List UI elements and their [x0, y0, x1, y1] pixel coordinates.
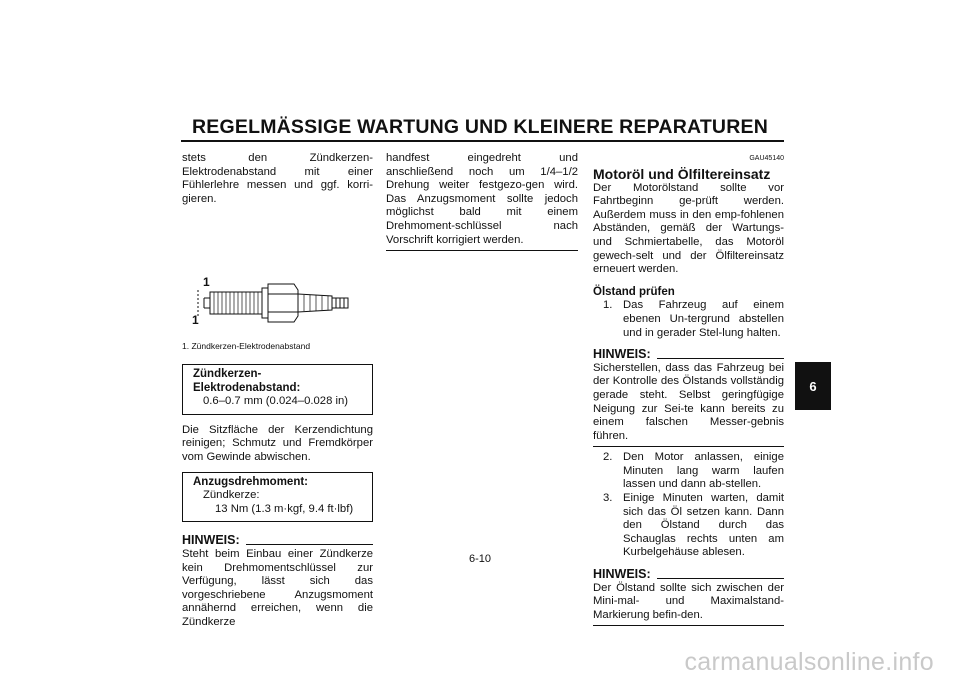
note-end-rule: [386, 250, 578, 251]
torque-spec-title: Anzugsdrehmoment:: [193, 475, 308, 488]
page-title: REGELMÄSSIGE WARTUNG UND KLEINERE REPARATUREN: [192, 116, 768, 138]
note-text-continued: handfest eingedreht und anschließend noch um 1/4–1/2 Drehung weiter festgezo-gen wird. Das Anzugsmoment sollte jedoch möglichst bald mit einem Drehmoment-schlüssel nach Vorschrift korrigiert werden.: [386, 152, 578, 246]
note-end-rule: [593, 446, 784, 447]
gap-spec-value: 0.6–0.7 mm (0.024–0.028 in): [203, 395, 349, 408]
section-heading: Motoröl und Ölfiltereinsatz: [593, 165, 771, 182]
note-heading: [182, 534, 373, 548]
gap-spec-title: Zündkerzen-Elektrodenabstand:: [193, 367, 301, 394]
step-text: Das Fahrzeug auf einem ebenen Un-tergrund abstellen und in gerader Stel-lung halten.: [623, 299, 784, 339]
note-heading-line: [657, 578, 784, 579]
figure-caption: 1. Zündkerzen-Elektrodenabstand: [182, 341, 311, 352]
section-intro: Der Motorölstand sollte vor Fahrtbeginn ge-prüft werden. Außerdem muss in den emp-fohlenen Abständen, gemäß der Wartungs- und Schmiertabelle, das Motoröl gewech-selt und der Ölfiltereinsatz erneuert werden.: [593, 181, 784, 276]
note-heading: [593, 348, 784, 362]
spark-plug-illustration: [182, 250, 373, 364]
note-label: HINWEIS:: [593, 567, 651, 582]
page-number: 6-10: [468, 553, 492, 565]
chapter-tab[interactable]: 6: [795, 362, 831, 410]
list-item: [593, 451, 784, 492]
step-text: Einige Minuten warten, damit sich das Öl setzen kann. Dann den Ölstand durch das Schauglas rechts unten am Kurbelgehäuse ablesen.: [623, 492, 784, 559]
note-text: Der Ölstand sollte sich zwischen der Mini-mal- und Maximalstand-Markierung befin-den.: [593, 581, 784, 621]
step-number: 2.: [603, 451, 613, 464]
spark-plug-figure: [182, 250, 373, 364]
note-heading-line: [246, 544, 373, 545]
section-code: GAU45140: [749, 155, 784, 162]
torque-spec-box: [182, 472, 373, 523]
list-item: [593, 492, 784, 560]
cleaning-text: Die Sitzfläche der Kerzendichtung reinigen; Schmutz und Fremdkörper vom Gewinde abwischen.: [182, 423, 373, 463]
note-label: HINWEIS:: [182, 533, 240, 548]
note-label: HINWEIS:: [593, 347, 651, 362]
figure-label-gap-bottom: 1: [192, 313, 199, 328]
column-middle: [386, 152, 578, 251]
header-rule: [181, 140, 784, 142]
note-heading: [593, 568, 784, 582]
torque-spec-value: 13 Nm (1.3 m·kgf, 9.4 ft·lbf): [215, 502, 354, 515]
note-text: Steht beim Einbau einer Zündkerze kein Drehmomentschlüssel zur Verfügung, lässt sich das vorgeschriebene Anzugsmoment annähernd erreichen, wenn die Zündkerze: [182, 547, 373, 628]
note-end-rule: [593, 625, 784, 626]
step-number: 1.: [603, 299, 613, 312]
gap-spec-box: [182, 364, 373, 415]
list-item: [593, 299, 784, 340]
step-number: 3.: [603, 492, 613, 505]
intro-text: stets den Zündkerzen-Elektrodenabstand mit einer Fühlerlehre messen und ggf. korri-gieren.: [182, 152, 373, 205]
note-heading-line: [657, 358, 784, 359]
figure-label-gap-top: 1: [203, 275, 210, 290]
subsection-heading: Ölstand prüfen: [593, 285, 675, 298]
torque-spec-item: Zündkerze:: [203, 489, 260, 502]
note-text: Sicherstellen, dass das Fahrzeug bei der Kontrolle des Ölstands vollständig gerade steht. Selbst geringfügige Neigung zur Sei-te kann bereits zu einem falschen Messer-gebnis führen.: [593, 361, 784, 442]
watermark: carmanualsonline.info: [684, 648, 934, 676]
step-text: Den Motor anlassen, einige Minuten lang warm laufen lassen und dann ab-stellen.: [623, 451, 784, 491]
